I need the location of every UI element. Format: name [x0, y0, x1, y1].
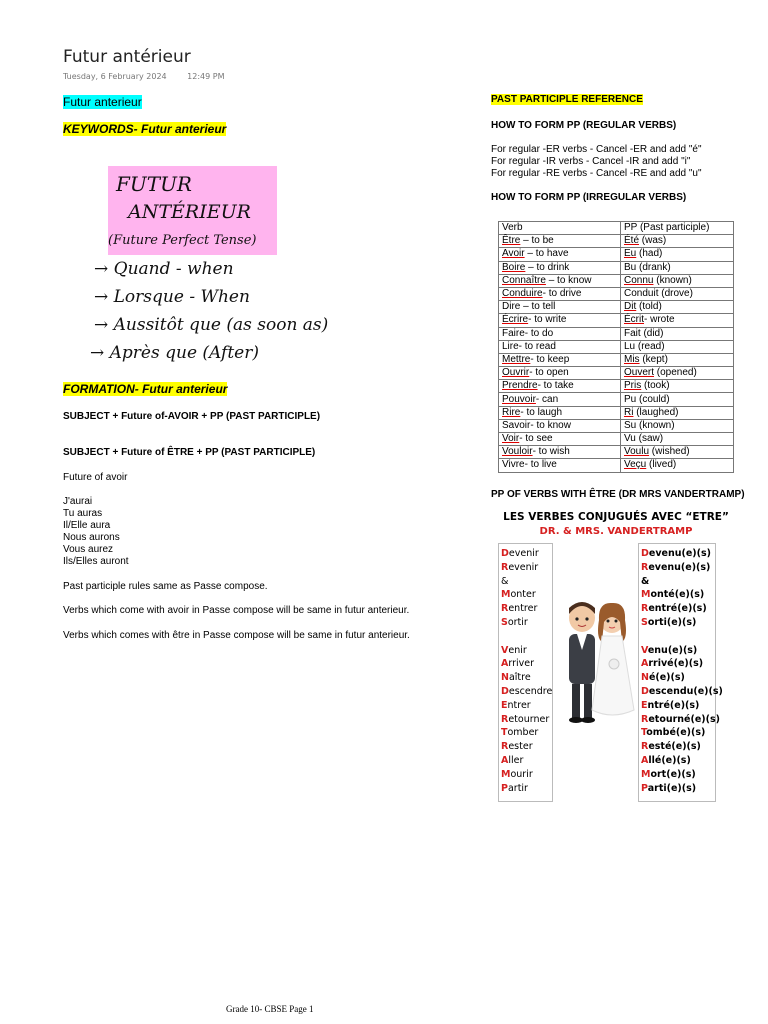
word-rest: evenir	[508, 548, 539, 559]
verb-cell-underlined: Être	[502, 235, 521, 247]
pp-cell-text: PP (Past participle)	[624, 222, 710, 234]
verb-cell-text: - to wish	[532, 446, 570, 458]
verb-cell	[499, 419, 621, 432]
page-time: 12:49 PM	[187, 72, 225, 81]
initial-letter: R	[501, 713, 509, 725]
pp-cell-underlined: Dit	[624, 301, 637, 313]
list-item	[641, 657, 713, 671]
pp-cell	[621, 222, 734, 235]
pp-cell-text: (kept)	[639, 353, 668, 365]
pp-cell-underlined: Ouvert	[624, 367, 655, 379]
initial-letter: S	[641, 616, 648, 628]
pp-cell	[621, 406, 734, 419]
pp-cell-underlined: Veçu	[624, 459, 647, 471]
verb-cell-text: - can	[535, 393, 559, 405]
pp-reference-text: PAST PARTICIPLE REFERENCE	[491, 94, 643, 105]
initial-letter: S	[501, 616, 508, 628]
word-rest: escendre	[508, 685, 553, 697]
conjugation-item: Nous aurons	[63, 532, 120, 543]
initial-letter: R	[641, 603, 649, 615]
initial-letter: R	[501, 603, 509, 615]
list-item	[501, 547, 550, 561]
pp-cell-text: Fait (did)	[624, 327, 664, 339]
hw-line-7: → Après que (After)	[90, 343, 259, 363]
word-rest: escendu(e)(s)	[648, 685, 723, 697]
list-item	[641, 644, 713, 658]
word-rest: ort(e)(s)	[650, 768, 696, 780]
table-row	[499, 446, 734, 459]
word-rest: aître	[508, 672, 531, 684]
table-row	[499, 419, 734, 432]
initial-letter: V	[641, 644, 648, 656]
verb-cell	[499, 380, 621, 393]
initial-letter: M	[641, 768, 651, 780]
regular-rule: For regular -ER verbs - Cancel -ER and add "é"	[491, 144, 702, 155]
verb-cell-text: - to take	[537, 380, 574, 392]
table-row	[499, 235, 734, 248]
verb-cell-text: - to see	[519, 433, 553, 445]
word-rest: evenu(e)(s)	[648, 561, 711, 573]
list-item	[501, 713, 550, 727]
table-row	[499, 327, 734, 340]
initial-letter: T	[501, 727, 508, 739]
formation-text: FORMATION- Futur anterieur	[63, 382, 228, 396]
regular-rules	[491, 144, 702, 180]
section-heading	[63, 95, 142, 109]
list-item	[641, 561, 713, 575]
regular-rule: For regular -RE verbs - Cancel -RE and add "u"	[491, 168, 702, 179]
word-rest: arti(e)(s)	[647, 782, 697, 794]
list-item	[501, 699, 550, 713]
verb-cell-text: Lire- to read	[502, 340, 556, 352]
pp-cell-text: (lived)	[646, 459, 677, 471]
verb-cell-text: - to write	[528, 314, 567, 326]
initial-letter: A	[501, 754, 509, 766]
list-item	[641, 588, 713, 602]
list-item	[501, 754, 550, 768]
verb-cell	[499, 222, 621, 235]
pp-cell-underlined: Pris	[624, 380, 642, 392]
pp-cell	[621, 433, 734, 446]
initial-letter: M	[641, 589, 651, 601]
initial-letter: R	[501, 561, 509, 573]
initial-letter: R	[641, 713, 649, 725]
list-item	[501, 616, 550, 630]
irregular-verbs-heading: HOW TO FORM PP (IRREGULAR VERBS)	[491, 192, 687, 203]
pp-cell-text: (took)	[641, 380, 670, 392]
verb-cell-text: - to laugh	[520, 406, 563, 418]
table-row	[499, 340, 734, 353]
word-rest: ortir	[507, 616, 528, 628]
initial-letter: E	[641, 699, 648, 711]
word-rest: onté(e)(s)	[650, 589, 705, 601]
word-rest: orti(e)(s)	[647, 616, 697, 628]
word-rest: é(e)(s)	[648, 672, 685, 684]
page-footer: Grade 10- CBSE Page 1	[226, 1004, 314, 1014]
word-rest: enir	[508, 644, 527, 656]
pp-cell-text: Lu (read)	[624, 340, 665, 352]
verb-cell	[499, 327, 621, 340]
list-item	[501, 575, 550, 589]
word-rest: ller	[508, 754, 524, 766]
verb-cell	[499, 446, 621, 459]
list-item	[501, 644, 550, 658]
table-row	[499, 367, 734, 380]
regular-verbs-heading: HOW TO FORM PP (REGULAR VERBS)	[491, 120, 677, 131]
pp-cell-underlined: Écrit	[624, 314, 644, 326]
verb-cell-text: – to know	[545, 274, 592, 286]
verb-cell-text: Vivre- to live	[502, 459, 557, 471]
verb-cell	[499, 433, 621, 446]
pp-cell	[621, 287, 734, 300]
pp-cell-text: Su (known)	[624, 419, 675, 431]
verb-cell-text: Dire – to tell	[502, 301, 556, 313]
pp-cell-text: - wrote	[644, 314, 675, 326]
page-timestamp	[63, 72, 225, 81]
pp-cell-text: Vu (saw)	[624, 433, 664, 445]
verb-cell	[499, 261, 621, 274]
pp-cell	[621, 340, 734, 353]
hw-line-6: → Aussitôt que (as soon as)	[94, 315, 329, 335]
table-row	[499, 287, 734, 300]
pp-cell-text: (told)	[636, 301, 662, 313]
initial-letter: V	[501, 644, 509, 656]
initial-letter: E	[501, 699, 508, 711]
pp-cell-text: (wished)	[649, 446, 690, 458]
pp-cell	[621, 353, 734, 366]
future-avoir-label: Future of avoir	[63, 472, 128, 483]
list-item	[501, 685, 553, 699]
conjugation-list	[63, 496, 129, 568]
hw-line-1: FUTUR	[116, 172, 192, 196]
verb-cell	[499, 353, 621, 366]
pp-cell	[621, 446, 734, 459]
pp-cell	[621, 301, 734, 314]
pp-cell	[621, 327, 734, 340]
list-item	[641, 754, 713, 768]
table-row	[499, 314, 734, 327]
pp-cell-text: Bu (drank)	[624, 261, 671, 273]
word-rest: etourner	[508, 713, 550, 725]
hw-line-4: → Quand - when	[94, 259, 234, 279]
list-item	[641, 699, 713, 713]
note-avoir: Verbs which come with avoir in Passe compose will be same in futur anterieur.	[63, 605, 410, 616]
list-item	[641, 740, 713, 754]
verb-cell-text: - to keep	[530, 353, 570, 365]
initial-letter: A	[641, 754, 649, 766]
table-row	[499, 380, 734, 393]
verb-cell	[499, 393, 621, 406]
word-rest: onter	[510, 589, 536, 601]
word-rest: &	[641, 575, 650, 587]
word-rest: evenir	[508, 561, 539, 573]
verb-cell	[499, 367, 621, 380]
table-row	[499, 261, 734, 274]
pp-cell	[621, 274, 734, 287]
list-item	[641, 616, 713, 630]
word-rest: &	[501, 575, 509, 587]
list-item	[641, 602, 713, 616]
list-item	[501, 768, 550, 782]
list-spacer	[641, 630, 713, 644]
initial-letter: A	[501, 658, 509, 670]
pp-cell-underlined: Eu	[624, 248, 637, 260]
initial-letter: R	[641, 741, 649, 753]
handwritten-notes	[86, 166, 386, 366]
verb-cell-underlined: Ouvrir	[502, 367, 530, 379]
pp-cell-underlined: Mis	[624, 353, 640, 365]
verb-cell	[499, 274, 621, 287]
verb-cell-text: – to drink	[525, 261, 570, 273]
pp-cell	[621, 393, 734, 406]
word-rest: artir	[507, 782, 528, 794]
pp-cell	[621, 367, 734, 380]
verb-cell	[499, 459, 621, 472]
verb-cell-underlined: Voir	[502, 433, 520, 445]
conjugation-item: J'aurai	[63, 496, 93, 507]
table-row	[499, 301, 734, 314]
word-rest: omber	[507, 727, 539, 739]
verb-cell-underlined: Écrire	[502, 314, 529, 326]
pp-cell	[621, 459, 734, 472]
formula-avoir: SUBJECT + Future of-AVOIR + PP (PAST PARTICIPLE)	[63, 411, 321, 422]
verb-cell	[499, 301, 621, 314]
list-item	[641, 575, 713, 589]
initial-letter: A	[641, 658, 649, 670]
word-rest: ester	[508, 741, 533, 753]
verb-cell-underlined: Prendre	[502, 380, 538, 392]
vandertramp-title: LES VERBES CONJUGUÉS AVEC “ETRE”	[503, 511, 729, 523]
note-past-participle: Past participle rules same as Passe compose.	[63, 581, 268, 592]
page-date: Tuesday, 6 February 2024	[63, 72, 167, 81]
word-rest: llé(e)(s)	[648, 754, 691, 766]
pp-cell-text: (opened)	[654, 367, 697, 379]
initial-letter: M	[501, 589, 511, 601]
keywords-heading	[63, 122, 226, 136]
verb-cell-text: Savoir- to know	[502, 419, 571, 431]
list-item	[641, 782, 713, 796]
verb-cell-text: Verb	[502, 222, 523, 234]
initial-letter: D	[641, 548, 649, 559]
wedding-couple-image	[558, 598, 636, 726]
verb-cell	[499, 248, 621, 261]
word-rest: entré(e)(s)	[648, 603, 707, 615]
pp-cell-text: (laughed)	[633, 406, 679, 418]
word-rest: esté(e)(s)	[648, 741, 701, 753]
word-rest: ntrer	[507, 699, 531, 711]
verb-cell-text: – to have	[524, 248, 569, 260]
vandertramp-subtitle: DR. & MRS. VANDERTRAMP	[539, 526, 693, 537]
list-item	[641, 713, 720, 727]
verb-cell-text: Faire- to do	[502, 327, 554, 339]
verb-cell-text: - to open	[529, 367, 569, 379]
initial-letter: R	[641, 561, 649, 573]
list-item	[641, 768, 713, 782]
verb-cell	[499, 314, 621, 327]
pp-cell-text: Conduit (drove)	[624, 288, 693, 300]
hw-line-3: (Future Perfect Tense)	[108, 233, 257, 248]
conjugation-item: Tu auras	[63, 508, 103, 519]
list-item	[501, 588, 550, 602]
list-item	[641, 726, 713, 740]
initial-letter: N	[501, 672, 509, 684]
initial-letter: P	[501, 782, 508, 794]
table-row	[499, 393, 734, 406]
initial-letter: D	[641, 685, 649, 697]
irregular-pp-table	[498, 221, 734, 473]
verb-cell-underlined: Rire	[502, 406, 521, 418]
vandertramp-infinitives	[498, 543, 553, 802]
note-etre: Verbs which comes with être in Passe compose will be same in futur anterieur.	[63, 630, 410, 641]
verb-cell-underlined: Avoir	[502, 248, 525, 260]
list-item	[501, 671, 550, 685]
table-row	[499, 459, 734, 472]
verb-cell-underlined: Pouvoir	[502, 393, 536, 405]
conjugation-item: Il/Elle aura	[63, 520, 111, 531]
word-rest: ntré(e)(s)	[647, 699, 700, 711]
vandertramp-participles	[638, 543, 723, 802]
pp-cell	[621, 314, 734, 327]
keywords-text: KEYWORDS- Futur anterieur	[63, 122, 227, 136]
initial-letter: R	[501, 741, 509, 753]
word-rest: etourné(e)(s)	[648, 713, 720, 725]
verb-cell	[499, 235, 621, 248]
list-spacer	[501, 630, 550, 644]
hw-line-5: → Lorsque - When	[94, 287, 250, 307]
verb-cell-underlined: Conduire	[502, 288, 543, 300]
verb-cell	[499, 340, 621, 353]
pp-cell	[621, 235, 734, 248]
pp-cell	[621, 419, 734, 432]
initial-letter: D	[501, 548, 509, 559]
initial-letter: T	[641, 727, 647, 739]
verb-cell-underlined: Vouloir	[502, 446, 533, 458]
initial-letter: P	[641, 782, 648, 794]
hw-line-2: ANTÉRIEUR	[128, 201, 251, 223]
initial-letter: D	[501, 685, 509, 697]
list-item	[501, 782, 550, 796]
pp-cell	[621, 380, 734, 393]
verb-cell-underlined: Connaître	[502, 274, 546, 286]
list-item	[641, 685, 723, 699]
table-row	[499, 433, 734, 446]
word-rest: ombé(e)(s)	[646, 727, 706, 739]
pp-cell	[621, 248, 734, 261]
formula-etre: SUBJECT + Future of ÊTRE + PP (PAST PARTICIPLE)	[63, 447, 316, 458]
list-item	[641, 547, 713, 561]
page-title: Futur antérieur	[63, 47, 191, 67]
pp-cell-underlined: Voulu	[624, 446, 650, 458]
list-item	[501, 561, 550, 575]
table-row	[499, 274, 734, 287]
list-item	[501, 657, 550, 671]
list-item	[501, 602, 550, 616]
word-rest: enu(e)(s)	[647, 644, 698, 656]
list-item	[501, 740, 550, 754]
pp-cell-underlined: Été	[624, 235, 640, 247]
verb-cell	[499, 287, 621, 300]
formation-heading	[63, 382, 227, 396]
table-row	[499, 222, 734, 235]
table-row	[499, 248, 734, 261]
heading-text: Futur anterieur	[63, 95, 142, 109]
verb-cell-underlined: Boire	[502, 261, 526, 273]
regular-rule: For regular -IR verbs - Cancel -IR and add "i"	[491, 156, 691, 167]
list-item	[641, 671, 713, 685]
pp-reference-heading	[491, 94, 643, 105]
pp-cell-underlined: Connu	[624, 274, 654, 286]
etre-verbs-heading: PP OF VERBS WITH ÊTRE (DR MRS VANDERTRAMP)	[491, 489, 745, 500]
pp-cell-text: (known)	[653, 274, 692, 286]
list-item	[501, 726, 550, 740]
table-row	[499, 353, 734, 366]
table-row	[499, 406, 734, 419]
pp-cell-text: Pu (could)	[624, 393, 670, 405]
initial-letter: M	[501, 768, 511, 780]
pp-cell	[621, 261, 734, 274]
word-rest: ourir	[510, 768, 533, 780]
conjugation-item: Vous aurez	[63, 544, 114, 555]
pp-cell-text: (had)	[636, 248, 663, 260]
verb-cell-underlined: Mettre	[502, 353, 531, 365]
word-rest: entrer	[508, 603, 538, 615]
verb-cell-text: – to be	[520, 235, 554, 247]
conjugation-item: Ils/Elles auront	[63, 556, 129, 567]
word-rest: evenu(e)(s)	[648, 548, 711, 559]
word-rest: rriver	[508, 658, 535, 670]
verb-cell	[499, 406, 621, 419]
pp-cell-text: (was)	[639, 235, 667, 247]
pp-cell-underlined: Ri	[624, 406, 634, 418]
word-rest: rrivé(e)(s)	[648, 658, 704, 670]
verb-cell-text: - to drive	[542, 288, 582, 300]
initial-letter: N	[641, 672, 649, 684]
